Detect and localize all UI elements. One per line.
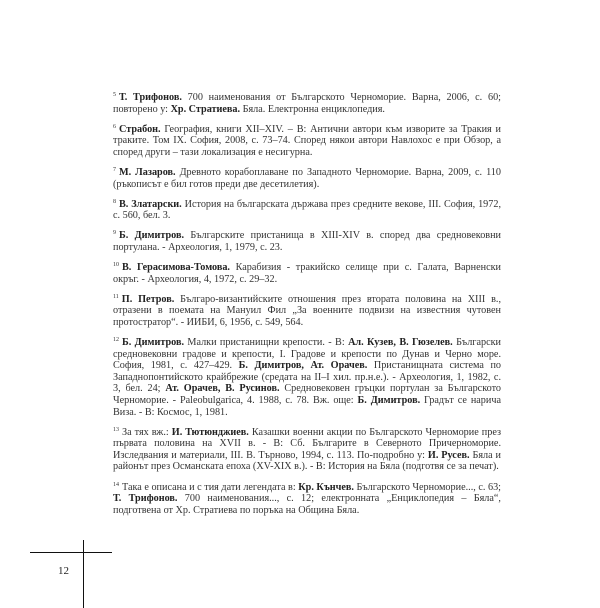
footnote [113,335,501,418]
footnote-text: Така е описана и с тия дати легендата в: [122,481,299,493]
author-name: И. Тютюнджиев. [171,426,249,438]
footnote-text: Древното корабоплаване по Западното Черноморие. Варна, 2009, с. 110 (ръкописът е бил готов преди две десетилетия). [113,166,501,190]
footnote-number: 8 [113,198,116,205]
author-name: П. Петров. [121,293,175,305]
footnote-text: Бяла. Електронна енциклопедия. [240,103,385,115]
footnote-number: 11 [113,293,119,300]
footnote [113,228,501,253]
footnote [113,197,501,222]
author-name: В. Герасимова-Томова. [122,262,230,274]
footnote [113,480,501,517]
footnote-number: 5 [113,92,116,98]
footnote-text: Карабизия - тракийско селище при с. Галата, Варненски окръг. - Археология, 4, 1972, с. 29–32. [113,262,501,285]
footnote-number: 9 [113,230,116,237]
author-name: Б. Димитров, Ат. Орачев. [238,360,368,372]
footnote-text: География, книги XII–XIV. – В: Антични автори към изворите за Тракия и траките. Том IX. София, 2008, с. 73–74. Според някои автори Навлохос е при Обзор, а според други – тази локализация е несигурна. [113,123,501,158]
author-name: Т. Трифонов. [119,92,182,103]
footnote-text: Българо-византийските отношения през втората половина на XIII в., отразени в поемата на Мануил Фил „За военните подвизи на известния чутовен протостратор“. - ИИБИ, 6, 1956, с. 549, 564. [113,293,502,328]
footnote-text: Българското Черноморие..., с. 63; [353,481,501,493]
footnote-text: Казашки военни акции по Българското Черноморие през първата половина на XVII в. - В: Сб. Българите в Северното Причерноморие. Изследвания и материали, III. В. Търново, 1994, с. 113. По-подробно у: [113,426,502,461]
footnote-text: 700 наименования..., с. 12; електронната „Енциклопедия – Бяла“, подготвена от Хр. Стратиева по поръка на Община Бяла. [113,493,501,516]
author-name: Ал. Кузев, В. Гюзелев. [348,337,453,348]
footnote-text: Средновековен гръцки портулан за Българското Черноморие. - Paleobulgarica, 4. 1988, с. 78. Вж. още: [113,383,501,406]
author-name: В. Златарски. [119,198,182,210]
author-name: Б. Димитров. [357,394,421,406]
footnote-number: 14 [113,481,119,488]
footnote-number: 7 [113,166,116,173]
author-name: Б. Димитров. [122,337,185,348]
footnote-number: 6 [113,123,116,130]
footnote-text: Бяла и районът през Османската епоха (XV-XIX в.). - В: История на Бяла (подготвя се за печат). [113,449,501,473]
footnote [113,90,501,115]
author-name: Б. Димитров. [119,230,185,242]
footnote-number: 13 [113,426,119,433]
footnote-text: Българските пристанища в XIII-XIV в. според два средновековни портулана. - Археология, 1, 1979, с. 23. [113,230,502,253]
footnote-text: История на българската държава през средните векове, III. София, 1972, с. 560, бел. 3. [113,198,502,222]
page-number: 12 [58,565,69,577]
footnote-text: 700 наименования от Българското Черноморие. Варна, 2006, с. 60; повторено у: [113,92,501,115]
author-name: Страбон. [119,123,161,135]
footnote [113,260,501,285]
author-name: Хр. Стратиева. [170,103,241,115]
footnote-text: Градът се нарича Виза. - В: Космос, 1, 1981. [113,394,501,418]
author-name: И. Русев. [427,449,470,461]
author-name: М. Лазаров. [119,166,176,178]
footnote-text: За тях вж.: [122,426,172,438]
footnote [113,425,501,473]
crop-mark-horizontal [30,552,112,553]
footnote [113,292,501,329]
footnote-number: 10 [113,262,119,269]
footnote-text: Пристанищната система по Западнопонтийското крайбрежие (средата на II–I хил. пр.н.е.). - Археология, 1, 1982, с. 3, бел. 24; [113,360,501,395]
footnote-text: Малки пристанищни крепости. - В: [184,337,349,348]
crop-mark-vertical [83,540,84,608]
footnote-text: Български средновековни градове и крепости, I. Градове и крепости по Дунав и Черно море. София, 1981, с. 427–429. [113,337,501,372]
footnote-number: 12 [113,337,119,343]
footnote [113,122,501,159]
footnote [113,165,501,190]
author-name: Кр. Кънчев. [298,481,354,493]
footnotes [113,90,501,523]
author-name: Ат. Орачев, В. Русинов. [165,383,280,395]
author-name: Т. Трифонов. [113,493,178,505]
